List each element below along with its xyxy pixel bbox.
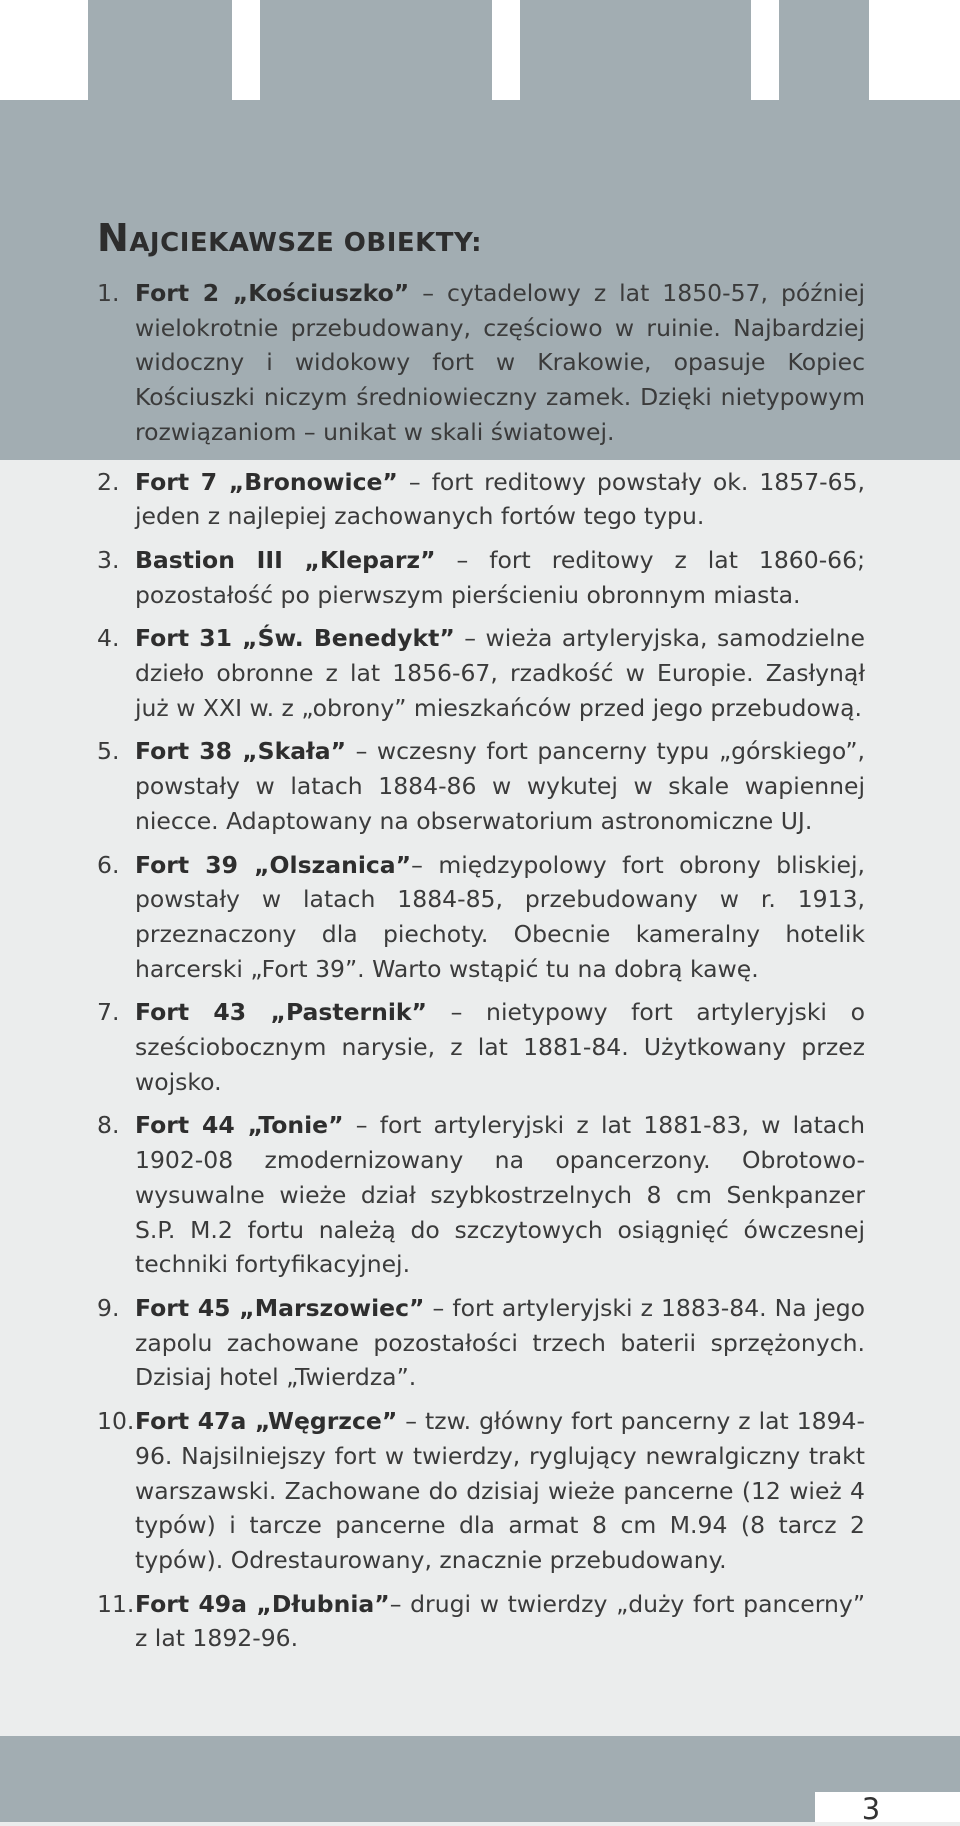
list-item [97,1587,865,1656]
item-number: 10. [97,1407,135,1436]
battlement-gap-3 [492,0,520,100]
list-item [97,1404,865,1578]
item-number: 4. [97,624,120,653]
page-number: 3 [861,1792,881,1826]
list-item [97,995,865,1099]
item-description: – tzw. główny fort pancerny z lat 1894-96. Najsilniejszy fort w twierdzy, ryglujący newralgiczny trakt warszawski. Zachowane do dzisiaj wieże pancerne (12 wież 4 typów) i tarcze pancerne dla armat 8 cm M.94 (8 tarcz 2 typów). Odrestaurowany, znacznie przebudowany. [135,1407,865,1574]
item-name: Fort 38 „Skała” [135,737,347,766]
list-item [97,848,865,987]
item-number: 2. [97,467,120,496]
item-name: Fort 45 „Marszowiec” [135,1293,425,1322]
list-item [97,1291,865,1395]
page-number-box [815,1792,960,1826]
item-name: Fort 47a „Węgrzce” [135,1407,398,1436]
main-content [97,212,865,1665]
item-name: Fort 44 „Tonie” [135,1111,344,1140]
item-description: – fort reditowy z lat 1860-66; pozostałość po pierwszym pierścieniu obronnym miasta. [135,545,866,609]
item-description: – wieża artyleryjska, samodzielne dzieło obronne z lat 1856-67, rzadkość w Europie. Zasłynął już w XXI w. z „obrony” mieszkańców przed jego przebudową. [135,624,865,722]
item-number: 8. [97,1111,120,1140]
list-item [97,621,865,725]
item-number: 6. [97,850,120,879]
item-name: Bastion III „Kleparz” [135,545,436,574]
list-item [97,734,865,838]
list-item [97,1108,865,1282]
objects-list [97,276,865,1656]
heading-text: AJCIEKAWSZE OBIEKTY: [129,228,482,258]
battlement-gap-1 [0,0,88,100]
item-description: – nietypowy fort artyleryjski o sześciobocznym narysie, z lat 1881-84. Użytkowany przez wojsko. [135,998,865,1096]
battlement-gap-5 [869,0,960,100]
item-description: – fort artyleryjski z 1883-84. Na jego zapolu zachowane pozostałości trzech baterii sprzężonych. Dzisiaj hotel „Twierdza”. [135,1293,865,1392]
item-description: – drugi w twierdzy „duży fort pancerny” z lat 1892-96. [135,1589,865,1653]
list-item [97,465,865,534]
item-number: 7. [97,998,120,1027]
list-item [97,276,865,450]
heading-initial: N [97,216,130,260]
item-name: Fort 31 „Św. Benedykt” [135,624,455,653]
battlement-gap-4 [751,0,779,100]
item-name: Fort 43 „Pasternik” [135,998,427,1027]
item-description: – cytadelowy z lat 1850-57, później wielokrotnie przebudowany, częściowo w ruinie. Najbardziej widoczny i widokowy fort w Krakowie, opasuje Kopiec Kościuszki niczym średniowieczny zamek. Dzięki nietypowym rozwiązaniom – unikat w skali światowej. [135,279,866,446]
item-number: 1. [97,279,120,307]
item-number: 9. [97,1293,120,1322]
list-item [97,543,865,612]
item-number: 3. [97,545,120,574]
item-description: – wczesny fort pancerny typu „górskiego”, powstały w latach 1884-86 w wykutej w skale wapiennej niecce. Adaptowany na obserwatorium astronomiczne UJ. [135,737,866,835]
item-name: Fort 49a „Dłubnia” [135,1589,390,1618]
item-description: – fort reditowy powstały ok. 1857-65, jeden z najlepiej zachowanych fortów tego typu. [135,467,865,531]
item-number: 5. [97,737,120,766]
item-name: Fort 39 „Olszanica” [135,850,412,879]
item-number: 11. [97,1589,135,1618]
item-description: – międzypolowy fort obrony bliskiej, powstały w latach 1884-85, przebudowany w r. 1913, przeznaczony dla piechoty. Obecnie kameralny hotelik harcerski „Fort 39”. Warto wstąpić tu na dobrą kawę. [135,850,865,983]
section-heading [97,212,865,264]
item-description: – fort artyleryjski z lat 1881-83, w latach 1902-08 zmodernizowany na opancerzony. Obrotowo-wysuwalne wieże dział szybkostrzelnych 8 cm Senkpanzer S.P. M.2 fortu należą do szczytowych osiągnięć ówczesnej techniki fortyfikacyjnej. [135,1111,866,1279]
item-name: Fort 7 „Bronowice” [135,467,398,496]
item-name: Fort 2 „Kościuszko” [135,279,410,307]
battlement-gap-2 [232,0,260,100]
